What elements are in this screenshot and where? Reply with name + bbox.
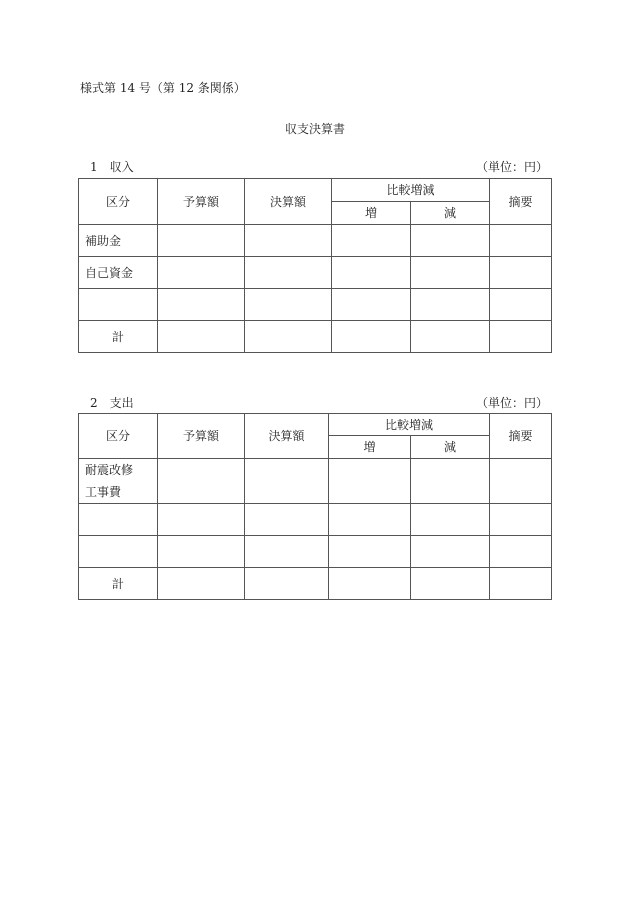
table-row [79,536,552,568]
document-title: 収支決算書 [284,122,345,136]
row-total: 計 [79,321,158,353]
expense-unit: （単位：円） [475,396,548,410]
expense-section-label: 2 支出 [90,396,134,410]
header-settlement: 決算額 [245,179,332,225]
income-section-label: 1 収入 [90,160,134,174]
header-category: 区分 [79,179,158,225]
header-comparison: 比較増減 [329,414,490,436]
table-row [79,289,552,321]
row-category [79,504,158,536]
row-category [79,459,158,504]
header-increase: 増 [329,436,411,459]
income-unit: （単位：円） [475,160,548,174]
header-increase: 増 [332,202,411,225]
table-row [79,459,552,504]
row-total: 計 [79,568,158,600]
expense-table [78,413,552,600]
row-category-line1: 耐震改修 [85,463,134,477]
row-category: 自己資金 [79,257,158,289]
table-row [79,504,552,536]
row-category [79,289,158,321]
row-category: 補助金 [79,225,158,257]
header-budget: 予算額 [158,414,245,459]
row-category-line2: 工事費 [85,485,122,499]
form-number: 様式第 14 号（第 12 条関係） [80,81,246,95]
header-decrease: 減 [411,202,490,225]
header-budget: 予算額 [158,179,245,225]
header-category: 区分 [79,414,158,459]
income-table [78,178,552,353]
header-settlement: 決算額 [245,414,329,459]
header-comparison: 比較増減 [332,179,490,202]
header-remarks: 摘要 [490,179,552,225]
table-row [79,225,552,257]
table-row-total [79,568,552,600]
row-category [79,536,158,568]
header-remarks: 摘要 [490,414,552,459]
header-decrease: 減 [411,436,490,459]
table-row [79,257,552,289]
table-row-total [79,321,552,353]
